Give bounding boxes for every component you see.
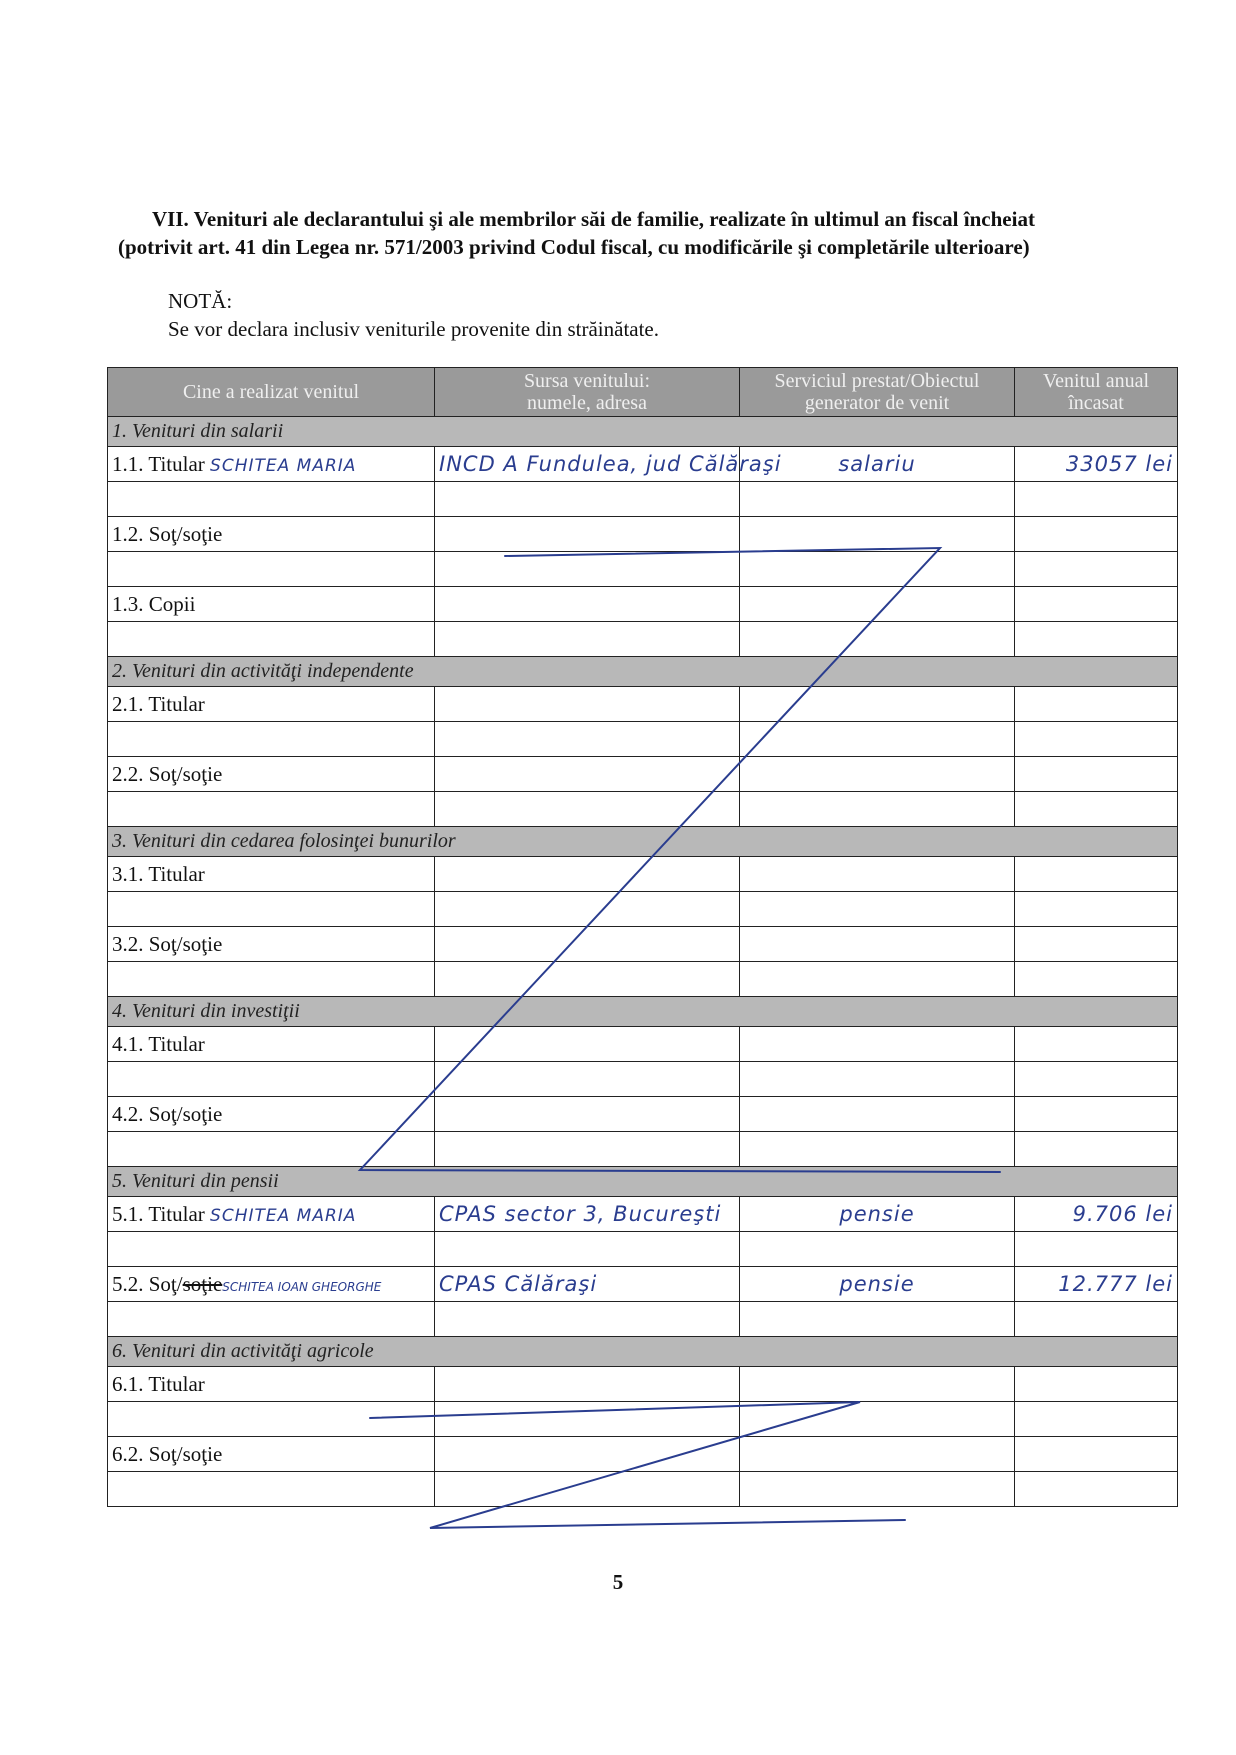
table-row	[108, 1267, 1178, 1302]
section-pensions: 5. Venituri din pensii	[108, 1167, 1178, 1197]
handwritten-income: 33057 lei	[1015, 447, 1178, 482]
row-label: 3.1. Titular	[108, 857, 435, 892]
table-row	[108, 1097, 1178, 1132]
note-text: Se vor declara inclusiv veniturile provenite din străinătate.	[168, 317, 659, 341]
handwritten-service: pensie	[740, 1267, 1015, 1302]
row-label: 1.2. Soţ/soţie	[108, 517, 435, 552]
row-label: 1.3. Copii	[108, 587, 435, 622]
section-agricultural: 6. Venituri din activităţi agricole	[108, 1337, 1178, 1367]
page-number: 5	[612, 1570, 624, 1594]
heading-line-1: VII. Venituri ale declarantului şi ale membrilor săi de familie, realizate în ultimul an fiscal încheiat	[152, 207, 1035, 231]
section-heading	[118, 205, 1198, 261]
table-row	[108, 447, 1178, 482]
table-row	[108, 1062, 1178, 1097]
income-table	[107, 367, 1178, 1507]
section-salaries: 1. Venituri din salarii	[108, 417, 1178, 447]
heading-line-2: (potrivit art. 41 din Legea nr. 571/2003 privind Codul fiscal, cu modificările şi completările ulterioare)	[118, 235, 1030, 259]
row-label: 6.2. Soţ/soţie	[108, 1437, 435, 1472]
row-label: 1.1. Titular SCHITEA MARIA	[108, 447, 435, 482]
table-row	[108, 552, 1178, 587]
row-label: 4.1. Titular	[108, 1027, 435, 1062]
handwritten-source: INCD A Fundulea, jud Călăraşi	[435, 447, 740, 482]
table-row	[108, 1402, 1178, 1437]
handwritten-income: 12.777 lei	[1015, 1267, 1178, 1302]
table-row	[108, 857, 1178, 892]
handwritten-income: 9.706 lei	[1015, 1197, 1178, 1232]
row-label: 2.2. Soţ/soţie	[108, 757, 435, 792]
table-row	[108, 1027, 1178, 1062]
note-block	[168, 287, 659, 343]
handwritten-name: SCHITEA MARIA	[210, 1205, 357, 1226]
table-row	[108, 517, 1178, 552]
table-row	[108, 622, 1178, 657]
handwritten-service: salariu	[740, 447, 1015, 482]
struck-text: soţie	[182, 1271, 223, 1296]
table-row	[108, 757, 1178, 792]
table-row	[108, 1232, 1178, 1267]
row-label: 2.1. Titular	[108, 687, 435, 722]
table-row	[108, 1302, 1178, 1337]
handwritten-name: SCHITEA IOAN GHEORGHE	[222, 1279, 382, 1294]
table-row	[108, 1472, 1178, 1507]
header-source: Sursa venitului: numele, adresa	[435, 368, 740, 417]
table-row	[108, 1197, 1178, 1232]
section-property-use: 3. Venituri din cedarea folosinţei bunurilor	[108, 827, 1178, 857]
table-row	[108, 687, 1178, 722]
row-label: 5.2. Soţ/soţieSCHITEA IOAN GHEORGHE	[108, 1267, 435, 1302]
row-label: 4.2. Soţ/soţie	[108, 1097, 435, 1132]
table-row	[108, 1367, 1178, 1402]
handwritten-service: pensie	[740, 1197, 1015, 1232]
table-row	[108, 927, 1178, 962]
table-row	[108, 892, 1178, 927]
header-service: Serviciul prestat/Obiectul generator de venit	[740, 368, 1015, 417]
handwritten-name: SCHITEA MARIA	[210, 455, 357, 476]
table-row	[108, 1132, 1178, 1167]
handwritten-source: CPAS Călăraşi	[435, 1267, 740, 1302]
table-row	[108, 792, 1178, 827]
note-title: NOTĂ:	[168, 289, 233, 313]
table-row	[108, 482, 1178, 517]
handwritten-source: CPAS sector 3, Bucureşti	[435, 1197, 740, 1232]
section-independent: 2. Venituri din activităţi independente	[108, 657, 1178, 687]
table-row	[108, 722, 1178, 757]
row-label: 5.1. Titular SCHITEA MARIA	[108, 1197, 435, 1232]
section-investments: 4. Venituri din investiţii	[108, 997, 1178, 1027]
table-row	[108, 962, 1178, 997]
table-row	[108, 587, 1178, 622]
row-label: 6.1. Titular	[108, 1367, 435, 1402]
table-row	[108, 1437, 1178, 1472]
header-who: Cine a realizat venitul	[108, 368, 435, 417]
header-income: Venitul anual încasat	[1015, 368, 1178, 417]
header-row	[108, 368, 1178, 417]
row-label: 3.2. Soţ/soţie	[108, 927, 435, 962]
